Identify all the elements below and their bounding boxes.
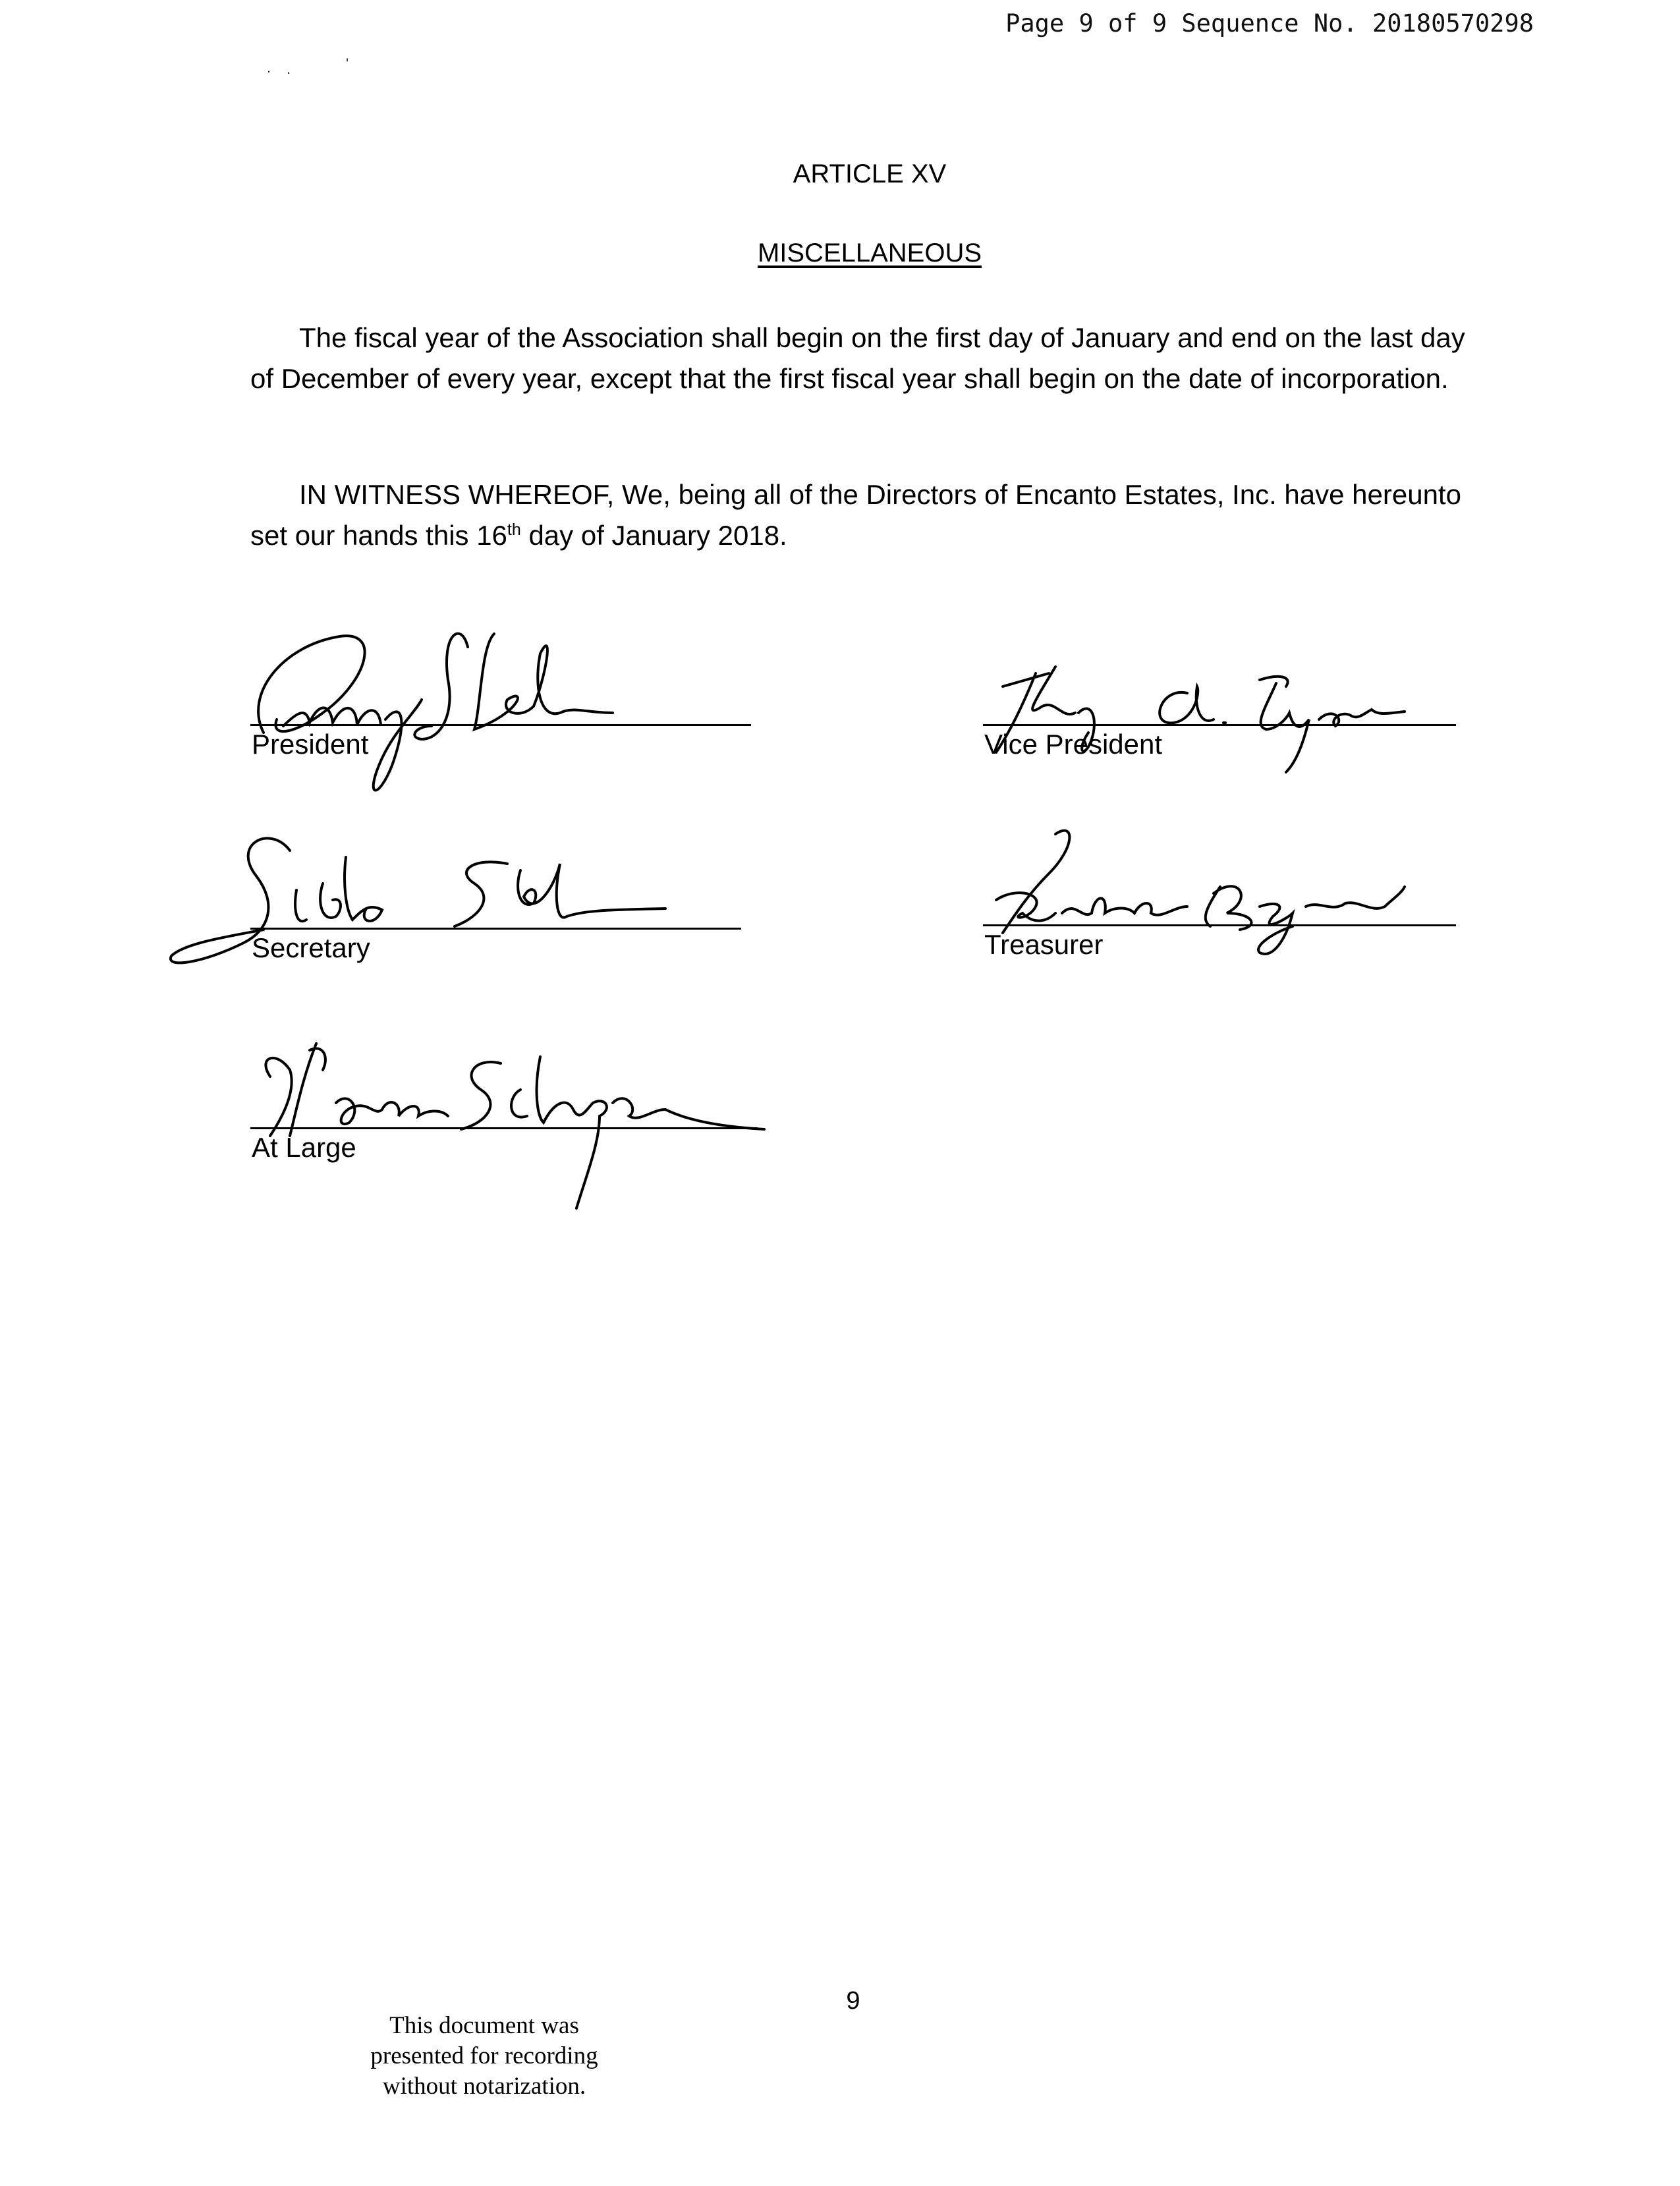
- recording-note-line-2: presented for recording: [370, 2042, 598, 2069]
- recording-note-line-1: This document was: [389, 2012, 579, 2039]
- treasurer-signature-line: [983, 924, 1456, 926]
- page-sequence-stamp: Page 9 of 9 Sequence No. 20180570298: [1005, 9, 1534, 38]
- witness-text-start: IN WITNESS WHEREOF, We, being all of the Directors of Encanto Estates, Inc. have hereunto set our hands this 16: [250, 479, 1461, 551]
- at-large-signature-block: [250, 1037, 758, 1169]
- witness-text-end: day of January 2018.: [520, 520, 787, 551]
- vice-president-signature-line: [983, 724, 1456, 726]
- fiscal-year-paragraph: [250, 318, 1476, 399]
- at-large-signature-line: [250, 1127, 758, 1129]
- recording-note: [329, 2011, 639, 2102]
- president-signature-block: [250, 634, 751, 766]
- section-heading: [0, 238, 1680, 268]
- at-large-signature: [244, 1024, 784, 1221]
- secretary-signature-line: [250, 928, 741, 930]
- vice-president-signature-block: [983, 634, 1456, 766]
- article-heading: ARTICLE XV: [793, 159, 947, 188]
- treasurer-signature-block: [983, 834, 1456, 966]
- secretary-signature-block: [250, 837, 741, 969]
- president-signature: [244, 607, 771, 805]
- secretary-label: Secretary: [252, 932, 370, 963]
- witness-paragraph: [250, 474, 1476, 556]
- ordinal-suffix: th: [507, 520, 521, 539]
- treasurer-label: Treasurer: [984, 929, 1104, 960]
- president-label: President: [252, 729, 369, 760]
- at-large-label: At Large: [252, 1132, 356, 1163]
- vice-president-label: Vice President: [984, 729, 1163, 760]
- section-title: MISCELLANEOUS: [757, 238, 982, 267]
- recording-note-line-3: without notarization.: [382, 2073, 586, 2100]
- fiscal-year-text: The fiscal year of the Association shall begin on the first day of January and end on the last day of December of every year, except that the first fiscal year shall begin on the date of incorporation.: [250, 322, 1465, 394]
- president-signature-line: [250, 724, 751, 726]
- page-number: 9: [846, 1987, 860, 2015]
